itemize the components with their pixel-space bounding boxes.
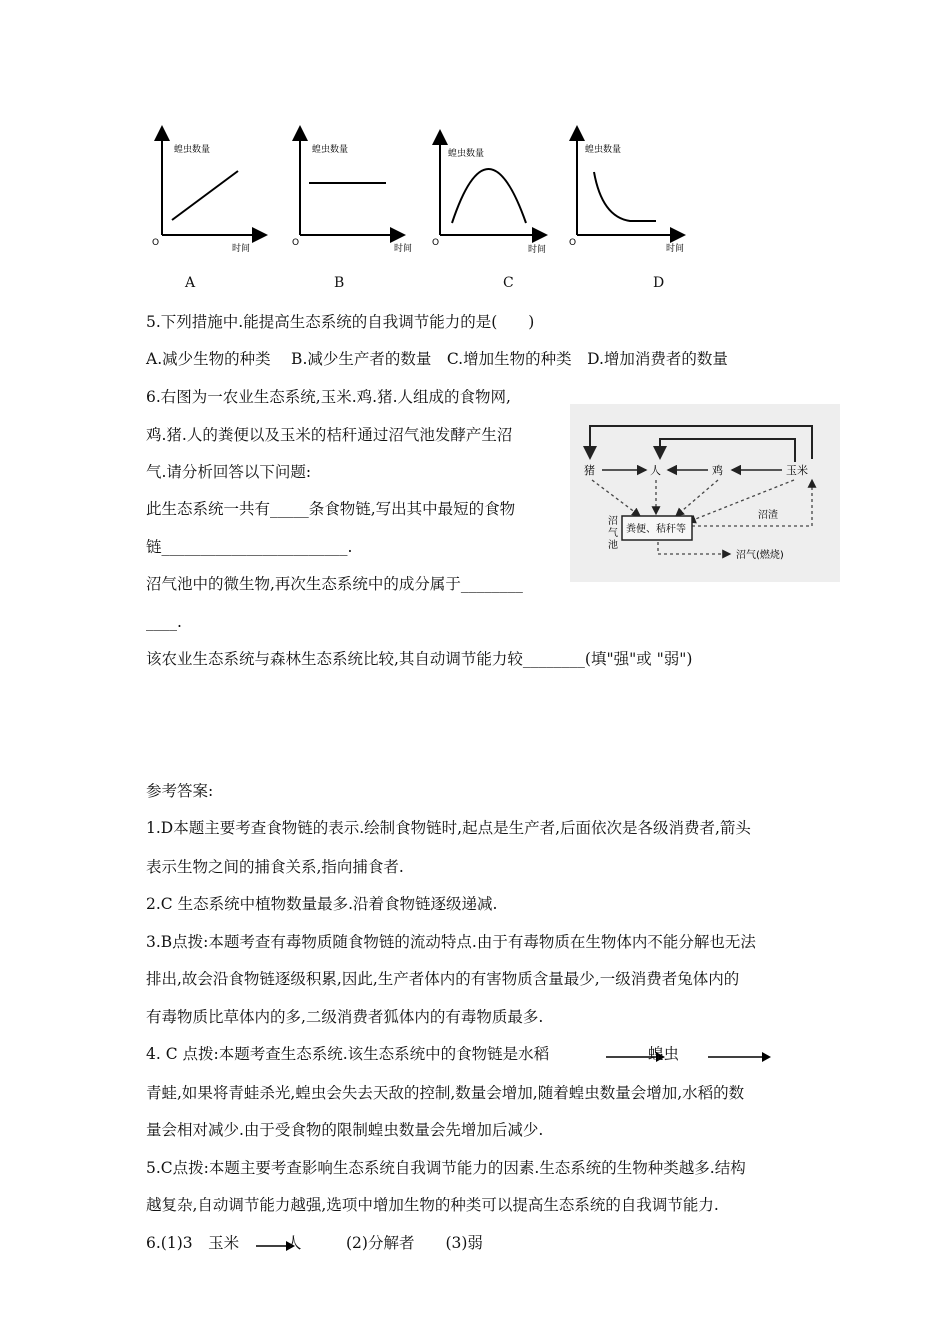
graph-c (432, 137, 546, 255)
answer-4-mid: 蝗虫 (648, 1045, 680, 1063)
option-c-label: C (503, 275, 514, 291)
q6-line-7: ____. (146, 613, 182, 631)
answer-3-line-2: 排出,故会沿食物链逐级积累,因此,生产者体内的有害物质含量最少,一级消费者兔体内的 (146, 970, 740, 988)
graph-a-origin: O (152, 238, 160, 248)
pig-label: 猪 (584, 464, 595, 477)
option-b-label: B (334, 275, 345, 291)
graph-d-curve (594, 172, 656, 221)
pool-label-1: 沼 (608, 516, 618, 527)
graph-a-curve (172, 171, 238, 220)
graph-b (292, 133, 412, 254)
answer-4-line-3: 量会相对减少.由于受食物的限制蝗虫数量会先增加后减少. (146, 1121, 544, 1139)
graph-a-ylabel: 蝗虫数量 (174, 145, 211, 155)
q5-stem: 5.下列措施中.能提高生态系统的自我调节能力的是( ) (146, 313, 535, 331)
answer-5-line-1: 5.C点拨:本题主要考查影响生态系统自我调节能力的因素.生态系统的生物种类越多.结构 (146, 1159, 746, 1177)
q6-line-2: 鸡.猪.人的粪便以及玉米的桔秆通过沼气池发酵产生沼 (146, 426, 513, 444)
option-a-label: A (185, 275, 196, 291)
residue-label: 沼渣 (758, 510, 778, 521)
answer-3-line-1: 3.B点拨:本题考查有毒物质随食物链的流动特点.由于有毒物质在生物体内不能分解也无法 (146, 933, 756, 951)
q5-choices: A.减少生物的种类 B.减少生产者的数量 C.增加生物的种类 D.增加消费者的数量 (146, 350, 728, 368)
pool-box-text: 粪便、秸秆等 (626, 524, 686, 535)
q6-line-6: 沼气池中的微生物,再次生态系统中的成分属于________ (146, 575, 523, 593)
answer-2: 2.C 生态系统中植物数量最多.沿着食物链逐级递减. (146, 895, 498, 913)
q6-line-8: 该农业生态系统与森林生态系统比较,其自动调节能力较________(填"强"或 "弱") (146, 650, 693, 668)
graph-d-origin: O (569, 238, 577, 248)
answer-1-line-1: 1.D本题主要考查食物链的表示.绘制食物链时,起点是生产者,后面依次是各级消费者,箭头 (146, 819, 751, 837)
answer-3-line-3: 有毒物质比草体内的多,二级消费者狐体内的有毒物质最多. (146, 1008, 544, 1026)
answer-6-part-c: (2)分解者 (3)弱 (346, 1234, 483, 1252)
answer-4-line-2: 青蛙,如果将青蛙杀光,蝗虫会失去天敌的控制,数量会增加,随着蝗虫数量会增加,水稻的数 (146, 1084, 745, 1102)
q6-line-1: 6.右图为一农业生态系统,玉米.鸡.猪.人组成的食物网, (146, 388, 511, 406)
q6-line-4: 此生态系统一共有_____条食物链,写出其中最短的食物 (146, 500, 516, 518)
corn-label: 玉米 (786, 464, 808, 477)
answer-5-line-2: 越复杂,自动调节能力越强,选项中增加生物的种类可以提高生态系统的自我调节能力. (146, 1196, 719, 1214)
locust-graphs (140, 125, 700, 265)
gas-label: 沼气(燃烧) (736, 550, 784, 561)
graph-c-ylabel: 蝗虫数量 (448, 149, 485, 159)
graph-d-ylabel: 蝗虫数量 (585, 145, 622, 155)
answer-6-part-b: 人 (286, 1234, 302, 1252)
pool-label-3: 池 (608, 540, 618, 551)
graph-c-xlabel: 时间 (528, 245, 547, 255)
option-d-label: D (653, 275, 665, 291)
graph-d-xlabel: 时间 (666, 244, 685, 254)
q6-line-5: 链________________________. (146, 538, 353, 556)
answer-6-part-a: 6.(1)3 玉米 (146, 1234, 240, 1252)
locust-to-frog-arrow (708, 1050, 772, 1064)
graph-b-origin: O (292, 238, 300, 248)
human-label: 人 (650, 464, 661, 477)
graph-a-xlabel: 时间 (232, 244, 251, 254)
graph-c-curve (452, 169, 526, 223)
chicken-label: 鸡 (712, 464, 723, 477)
graph-d (569, 133, 684, 254)
q6-line-3: 气.请分析回答以下问题: (146, 463, 312, 481)
food-web-diagram (570, 404, 840, 582)
answers-title: 参考答案: (146, 782, 214, 800)
answer-1-line-2: 表示生物之间的捕食关系,指向捕食者. (146, 858, 404, 876)
answer-4-line-1: 4. C 点拨:本题考查生态系统.该生态系统中的食物链是水稻 (146, 1045, 550, 1063)
graph-b-ylabel: 蝗虫数量 (312, 145, 349, 155)
graph-a (152, 133, 260, 254)
graph-b-xlabel: 时间 (394, 244, 413, 254)
pool-label-2: 气 (608, 528, 618, 539)
graph-c-origin: O (432, 238, 440, 248)
